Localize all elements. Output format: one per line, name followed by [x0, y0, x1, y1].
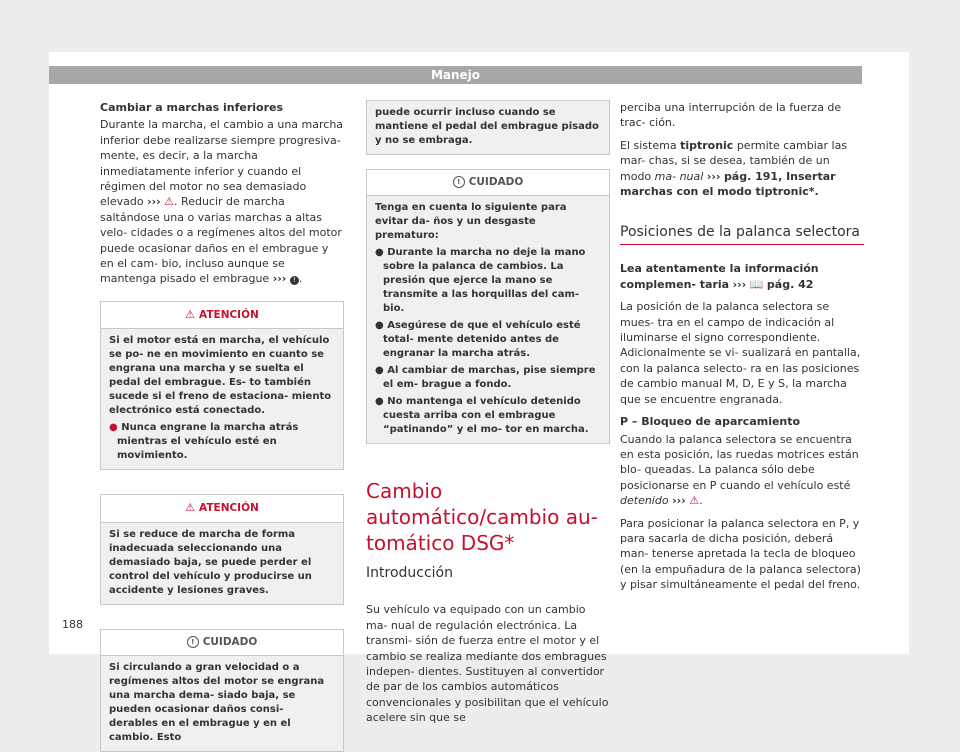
caution-intro: Tenga en cuenta lo siguiente para evitar da- ños y un desgaste prematuro:	[375, 202, 567, 242]
paragraph: Durante la marcha, el cambio a una marcha inferior debe realizarse siempre progresiva- mente, es decir, a la marcha inmediatamente inferior y cuando el régimen del motor no sea demasiado elevado ››› ⚠. Reducir de marcha saltándose una o varias marchas a altas velo- cidades o a regímenes altos del motor puede ocasionar daños en el embrague y en el cam- bio, incluso aunque se mantenga pisado el embrague ››› ! .	[100, 118, 344, 286]
bullet-icon: ●	[109, 422, 118, 434]
warning-triangle-icon: ⚠	[185, 501, 196, 515]
warning-text: Si se reduce de marcha de forma inadecuada seleccionando una demasiado baja, se puede perder el control del vehículo y producirse un accidente y lesiones graves.	[109, 528, 312, 596]
column-2	[366, 100, 610, 733]
reference-arrow-icon: ›››	[147, 195, 161, 209]
warning-box-header: ⚠ ATENCIÓN	[101, 495, 343, 522]
reference-arrow-icon: ›››	[706, 169, 721, 183]
bullet-icon: ●	[375, 365, 384, 377]
lead-paragraph: Lea atentamente la información complemen- taria ››› 📖 pág. 42	[620, 262, 819, 291]
warning-triangle-icon: ⚠	[164, 195, 175, 209]
cross-reference-link[interactable]: pág. 191, Insertar marchas con el modo tiptronic*.	[620, 169, 836, 199]
paragraph: Para posicionar la palanca selectora en P, y para sacarla de dicha posición, deberá man- tenerse apretada la tecla de bloqueo (en la empuñadura de la palanca selectora) y pisar simultáneamente el pedal del freno.	[620, 516, 861, 592]
bullet-icon: ●	[375, 247, 384, 259]
caution-box	[100, 629, 344, 752]
column-3	[620, 100, 864, 600]
caution-circle-icon: !	[187, 636, 199, 648]
book-icon: 📖	[749, 277, 764, 291]
caution-box	[366, 169, 610, 444]
info-circle-icon: !	[290, 276, 299, 285]
caution-text: Si circulando a gran velocidad o a regímenes altos del motor se engrana una marcha dema- siado baja, se pueden ocasionar daños consi- derables en el embrague y en el cambio. Esto	[109, 662, 325, 744]
subheading: Cambiar a marchas inferiores	[100, 101, 284, 114]
caution-bullet: ● No mantenga el vehículo detenido cuesta arriba con el embrague “patinando” y el mo- tor en marcha.	[375, 396, 589, 436]
warning-box-header: ⚠ ATENCIÓN	[101, 302, 343, 329]
caution-bullet: ● Durante la marcha no deje la mano sobre la palanca de cambios. La presión que ejerce la mano se transmite a las horquillas del cam- bio.	[375, 247, 586, 315]
cross-reference-link[interactable]: pág. 42	[766, 277, 814, 291]
paragraph: La posición de la palanca selectora se mues- tra en el campo de indicación al iluminarse el signo correspondiente. Adicionalmente se vi- sualizará en pantalla, con la palanca selecto- ra en las posiciones de cambio manual M, D, E y S, la marcha que se encuentre engranada.	[620, 300, 861, 406]
caution-circle-icon: !	[453, 176, 465, 188]
warning-triangle-icon: ⚠	[185, 307, 196, 321]
column-1	[100, 100, 344, 752]
section-heading: Posiciones de la palanca selectora	[620, 223, 864, 245]
paragraph: El sistema tiptronic permite cambiar las mar- chas, si se desea, también de un modo ma- nual ››› pág. 191, Insertar marchas con el modo tiptronic*.	[620, 138, 848, 199]
warning-box	[100, 494, 344, 604]
reference-arrow-icon: ›››	[272, 272, 287, 286]
reference-arrow-icon: ›››	[672, 494, 686, 508]
paragraph: perciba una interrupción de la fuerza de trac- ción.	[620, 101, 842, 130]
warning-triangle-icon: ⚠	[689, 494, 700, 508]
section-header: Manejo	[49, 66, 862, 84]
paragraph: Su vehículo va equipado con un cambio ma- nual de regulación electrónica. La transmi- sión de fuerza entre el motor y el cambio se realiza mediante dos embragues indepen- dientes. Sustituyen al convertidor de par de los cambios automáticos convencionales y posibilitan que el vehículo acelere sin que se	[366, 603, 609, 725]
caution-bullet: ● Al cambiar de marchas, pise siempre el em- brague a fondo.	[375, 365, 596, 391]
caution-text: puede ocurrir incluso cuando se mantiene el pedal del embrague pisado y no se embraga.	[375, 107, 599, 146]
paragraph: Cuando la palanca selectora se encuentra en esta posición, las ruedas motrices están blo- queadas. La palanca sólo debe posicionarse en P cuando el vehículo esté detenido ››› ⚠.	[620, 432, 859, 508]
bullet-icon: ●	[375, 396, 384, 408]
caution-box-continued	[366, 100, 610, 155]
bullet-icon: ●	[375, 320, 384, 332]
section-subheading: Introducción	[366, 565, 453, 582]
warning-bullet: ● Nunca engrane la marcha atrás mientras el vehículo esté en movimiento.	[109, 422, 299, 462]
warning-text: Si el motor está en marcha, el vehículo se po- ne en movimiento en cuanto se engrana una marcha y se suelta el pedal del embrague. Es- to también sucede si el freno de estaciona- miento electrónico está conectado.	[109, 335, 332, 417]
subheading: P – Bloqueo de aparcamiento	[620, 415, 801, 429]
caution-bullet: ● Asegúrese de que el vehículo esté total- mente detenido antes de engranar la marcha atrás.	[375, 320, 581, 360]
reference-arrow-icon: ›››	[732, 277, 747, 291]
warning-box	[100, 301, 344, 470]
page-number: 188	[62, 618, 83, 631]
section-heading: Cambio automático/cambio au- tomático DSG*	[366, 479, 598, 556]
caution-box-header: ! CUIDADO	[367, 170, 609, 196]
caution-box-header: ! CUIDADO	[101, 630, 343, 656]
